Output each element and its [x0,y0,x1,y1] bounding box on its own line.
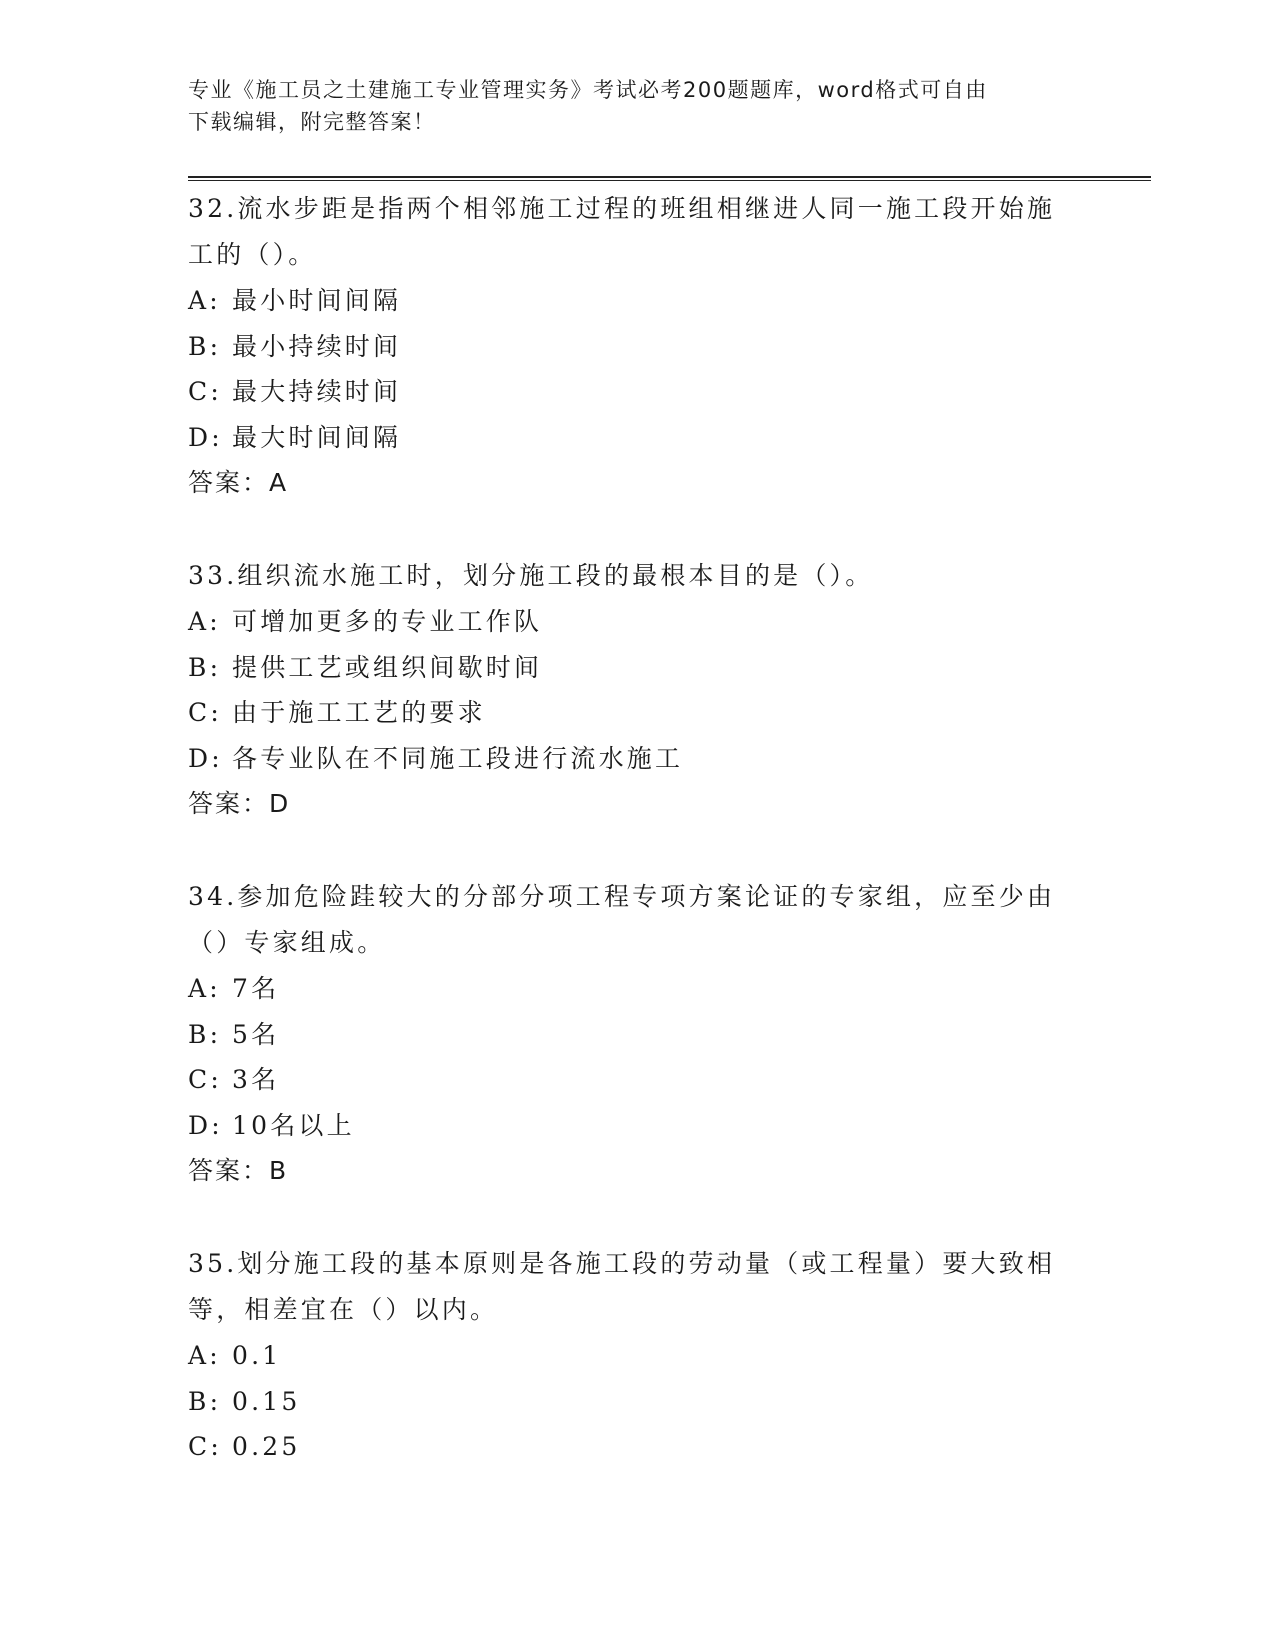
option-letter: B: [188,652,222,682]
option-b [188,645,1088,691]
option-text: 7名 [232,974,280,1003]
option-b [188,1012,1088,1058]
question-33 [188,553,1088,827]
option-a [188,1333,1088,1379]
option-d [188,1103,1088,1149]
option-text: 0.1 [232,1341,282,1370]
option-d [188,415,1088,461]
answer-line: 答案：D [188,789,291,818]
question-stem-line: 工的（）。 [188,240,317,269]
question-stem-line: 35.划分施工段的基本原则是各施工段的劳动量（或工程量）要大致相 [188,1249,1056,1278]
option-text: 5名 [232,1019,280,1049]
header-divider [188,176,1151,181]
document-header [188,74,1068,138]
option-letter: D: [188,1110,223,1140]
option-text: 10名以上 [232,1110,355,1140]
option-b [188,1379,1088,1425]
option-c [188,690,1088,736]
option-a [188,278,1088,324]
option-letter: A: [188,1341,221,1370]
option-text: 最大持续时间 [232,377,402,406]
option-c [188,1057,1088,1103]
option-letter: A: [188,286,221,315]
question-stem-line: 等，相差宜在（）以内。 [188,1295,499,1324]
option-text: 各专业队在不同施工段进行流水施工 [232,743,684,773]
option-c [188,1424,1088,1470]
option-d [188,736,1088,782]
option-text: 0.15 [232,1386,301,1416]
option-text: 提供工艺或组织间歇时间 [232,652,543,682]
option-letter: B: [188,331,222,361]
question-list [188,186,1088,1517]
option-letter: B: [188,1019,222,1049]
option-text: 由于施工工艺的要求 [232,698,486,727]
option-letter: D: [188,743,223,773]
question-34 [188,874,1088,1194]
header-line-2: 下载编辑，附完整答案！ [188,110,436,134]
option-letter: C: [188,1065,222,1094]
option-letter: B: [188,1386,222,1416]
question-32 [188,186,1088,506]
question-stem-line: 34.参加危险跬较大的分部分项工程专项方案论证的专家组，应至少由 [188,882,1056,911]
option-text: 3名 [232,1065,280,1094]
option-letter: C: [188,1432,222,1461]
question-35 [188,1241,1088,1470]
option-letter: C: [188,698,222,727]
question-stem-line: （）专家组成。 [188,928,386,957]
answer-line: 答案：B [188,1156,289,1185]
option-a [188,966,1088,1012]
header-line-1: 专业《施工员之土建施工专业管理实务》考试必考200题题库，word格式可自由 [188,78,988,102]
option-letter: C: [188,377,222,406]
option-b [188,324,1088,370]
option-letter: A: [188,607,221,636]
option-text: 最小时间间隔 [232,286,402,315]
option-text: 0.25 [232,1432,301,1461]
option-text: 最小持续时间 [232,331,402,361]
option-text: 可增加更多的专业工作队 [232,607,543,636]
option-text: 最大时间间隔 [232,422,402,452]
question-stem-line: 32.流水步距是指两个相邻施工过程的班组相继进人同一施工段开始施 [188,194,1056,223]
option-c [188,369,1088,415]
option-letter: A: [188,974,221,1003]
option-letter: D: [188,422,223,452]
question-stem-line: 33.组织流水施工时，划分施工段的最根本目的是（）。 [188,561,874,590]
answer-line: 答案：A [188,468,289,497]
option-a [188,599,1088,645]
